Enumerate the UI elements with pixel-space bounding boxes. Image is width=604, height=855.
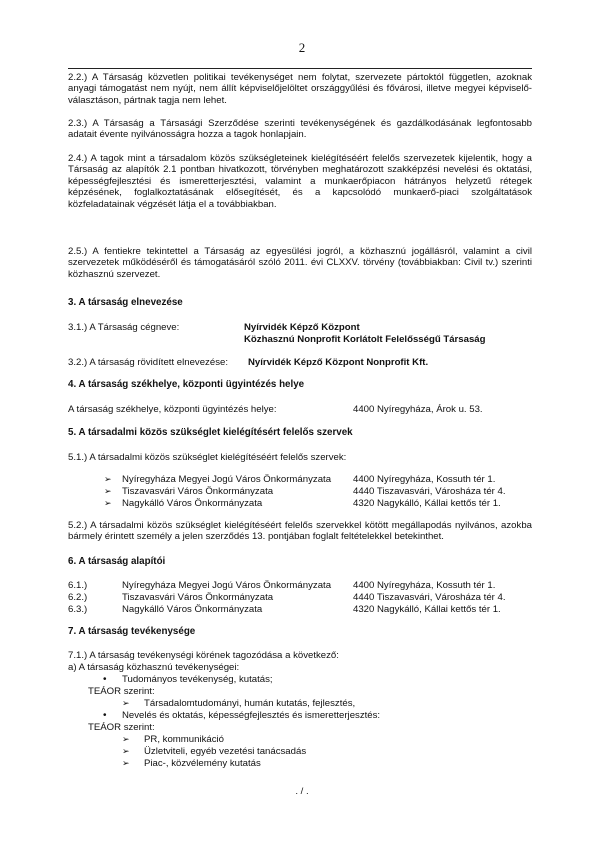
seat-value: 4400 Nyíregyháza, Árok u. 53. xyxy=(353,404,483,415)
teaor-item: Piac-, közvélemény kutatás xyxy=(144,758,261,769)
company-name-line2: Közhasznú Nonprofit Korlátolt Felelősségű Társaság xyxy=(244,334,486,345)
arrow-bullet-icon: ➢ xyxy=(122,734,130,744)
teaor-item: Üzletviteli, egyéb vezetési tanácsadás xyxy=(144,746,307,757)
short-name-label: 3.2.) A társaság rövidített elnevezése: xyxy=(68,357,228,368)
teaor-label: TEÁOR szerint: xyxy=(88,686,155,697)
arrow-bullet-icon: ➢ xyxy=(122,746,130,756)
section-3-heading: 3. A társaság elnevezése xyxy=(68,297,183,308)
arrow-bullet-icon: ➢ xyxy=(122,758,130,768)
company-name-line1: Nyírvidék Képző Központ xyxy=(244,322,360,333)
section-7-intro: 7.1.) A társaság tevékenységi körének tagozódása a következő: xyxy=(68,650,339,661)
paragraph-2-5: 2.5.) A fentiekre tekintettel a Társaság az egyesülési jogról, a közhasznú jogállásról, valamint a civil szervezetek működéséről és támogatásáról szóló 2011. évi CLXXV. törvény (továbbiakban: Civil tv.) szerinti közhasznú szervezet. xyxy=(68,246,532,280)
responsible-org-address: 4440 Tiszavasvári, Városháza tér 4. xyxy=(353,486,506,497)
paragraph-5-2: 5.2.) A társadalmi közös szükséglet kielégítéséért felelős szervekkel kötött megállapodás nyilvános, azokba bármely érintett személy a jelen szerződés 13. pontjában foglalt feltételekkel betekinthet. xyxy=(68,520,532,543)
founder-address: 4320 Nagykálló, Kállai kettős tér 1. xyxy=(353,604,501,615)
short-name-value: Nyírvidék Képző Központ Nonprofit Kft. xyxy=(248,357,429,368)
responsible-org-address: 4320 Nagykálló, Kállai kettős tér 1. xyxy=(353,498,501,509)
header-rule xyxy=(68,68,532,69)
bullet-icon: • xyxy=(103,710,107,721)
section-6-heading: 6. A társaság alapítói xyxy=(68,556,166,567)
founder-name: Nagykálló Város Önkormányzata xyxy=(122,604,263,615)
seat-label: A társaság székhelye, központi ügyintézés helye: xyxy=(68,404,277,415)
responsible-org-name: Nagykálló Város Önkormányzata xyxy=(122,498,263,509)
activity-item: Tudományos tevékenység, kutatás; xyxy=(122,674,273,685)
company-name-label: 3.1.) A Társaság cégneve: xyxy=(68,322,180,333)
arrow-bullet-icon: ➢ xyxy=(104,486,112,496)
public-benefit-activities-label: a) A társaság közhasznú tevékenységei: xyxy=(68,662,240,673)
section-7-heading: 7. A társaság tevékenysége xyxy=(68,626,196,637)
responsible-org-name: Nyíregyháza Megyei Jogú Város Önkormányzata xyxy=(122,474,332,485)
section-5-intro: 5.1.) A társadalmi közös szükséglet kielégítéséért felelős szervek: xyxy=(68,452,347,463)
arrow-bullet-icon: ➢ xyxy=(122,698,130,708)
founder-address: 4400 Nyíregyháza, Kossuth tér 1. xyxy=(353,580,496,591)
teaor-label: TEÁOR szerint: xyxy=(88,722,155,733)
founder-number: 6.3.) xyxy=(68,604,88,615)
section-5-heading: 5. A társadalmi közös szükséglet kielégítésért felelős szervek xyxy=(68,427,353,438)
founder-name: Tiszavasvári Város Önkormányzata xyxy=(122,592,274,603)
teaor-item: PR, kommunikáció xyxy=(144,734,224,745)
activity-item: Nevelés és oktatás, képességfejlesztés és ismeretterjesztés: xyxy=(122,710,381,721)
arrow-bullet-icon: ➢ xyxy=(104,474,112,484)
section-4-heading: 4. A társaság székhelye, központi ügyintézés helye xyxy=(68,379,305,390)
paragraph-2-4: 2.4.) A tagok mint a társadalom közös szükségleteinek kielégítéséért felelős szervezetek kijelentik, hogy a Társaság az alapítók 2.1 pontban hivatkozott, törvényben meghatározott szakképzési nevelési és oktatási, képességfejlesztési és ismeretterjesztési, valamint a munkaerőpiacon hátrányos helyzetű rétegek képzésének, foglalkoztatásának elősegítését, és a kapcsolódó munkaerő-piaci szolgáltatások közfeladatainak végzését látja el a továbbiakban. xyxy=(68,153,532,210)
founder-name: Nyíregyháza Megyei Jogú Város Önkormányzata xyxy=(122,580,332,591)
paragraph-2-3: 2.3.) A Társaság a Társasági Szerződése szerinti tevékenységének és gazdálkodásának legfontosabb adatait évente nyilvánosságra hozza a tagok honlapjain. xyxy=(68,118,532,141)
arrow-bullet-icon: ➢ xyxy=(104,498,112,508)
responsible-org-address: 4400 Nyíregyháza, Kossuth tér 1. xyxy=(353,474,496,485)
page-continuation-marker: . / . xyxy=(295,786,309,797)
page-number: 2 xyxy=(298,40,306,55)
founder-address: 4440 Tiszavasvári, Városháza tér 4. xyxy=(353,592,506,603)
bullet-icon: • xyxy=(103,674,107,685)
paragraph-2-2: 2.2.) A Társaság közvetlen politikai tevékenységet nem folytat, szervezete pártoktól független, azoknak anyagi támogatást nem nyújt, nem állít képviselőjelöltet országgyűlési és fővárosi, illetve megyei képviselő-választáson, pártnak tagja nem lehet. xyxy=(68,72,532,106)
founder-number: 6.1.) xyxy=(68,580,88,591)
responsible-org-name: Tiszavasvári Város Önkormányzata xyxy=(122,486,274,497)
teaor-item: Társadalomtudományi, humán kutatás, fejlesztés, xyxy=(144,698,356,709)
founder-number: 6.2.) xyxy=(68,592,88,603)
